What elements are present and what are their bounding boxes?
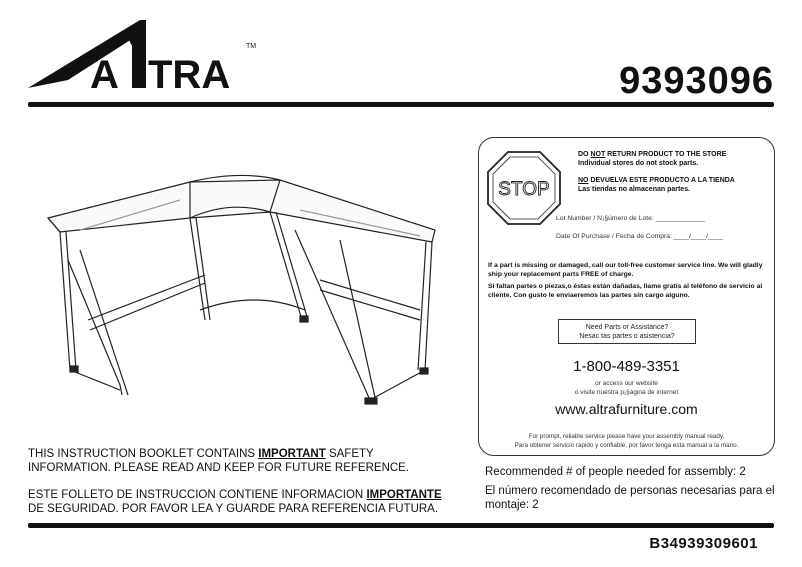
missing-parts-notice-es: Si faltan partes o piezas,o éstas están dañadas, llame gratis al teléfono de servicio al cliente. Con gusto le enviaeremos las partes sin cargo alguno. <box>488 283 763 299</box>
do-not-return-notice-en: DO NOT RETURN PRODUCT TO THE STORE Individual stores do not stock parts. <box>578 151 727 167</box>
altra-logo <box>28 20 268 90</box>
bottom-divider <box>28 523 774 528</box>
stop-sign-icon <box>486 150 562 226</box>
top-divider <box>28 102 774 107</box>
corner-desk-illustration <box>40 170 470 415</box>
trademark-mark: TM <box>246 43 257 50</box>
do-not-return-notice-es: NO DEVUELVA ESTE PRODUCTO A LA TIENDA Las tiendas no almacenan partes. <box>578 177 735 193</box>
safety-notice-spanish: ESTE FOLLETO DE INSTRUCCION CONTIENE INFORMACION IMPORTANTE DE SEGURIDAD. POR FAVOR LEA Y GUARDE PARA REFERENCIA FUTURA. <box>28 489 442 515</box>
svg-text:A: A <box>90 53 119 90</box>
service-prompt: For prompt, reliable service please have your assembly manual ready. Para obtener servicio rapido y confiable, por favor tenga esta manual a la mano. <box>514 433 739 449</box>
website-url: www.altrafurniture.com <box>555 401 698 417</box>
important-emphasis: IMPORTANT <box>258 448 326 460</box>
website-prompt: or access our website o visite nuestra p¡§ágina de internet <box>574 380 679 396</box>
phone-number: 1-800-489-3351 <box>573 358 680 375</box>
need-parts-box: Need Parts or Assistance? Nesac tas partes o asistencia? <box>558 319 696 344</box>
missing-parts-notice-en: If a part is missing or damaged, call our toll-free customer service line. We will gladly ship your replacement parts FREE of charge. <box>488 262 763 278</box>
people-needed-en: Recommended # of people needed for assembly: 2 <box>485 466 746 478</box>
lot-number-field: Lot Number / N¡§úmero de Lote: _____________ <box>556 215 705 222</box>
barcode-number: B34939309601 <box>649 535 758 552</box>
importante-emphasis: IMPORTANTE <box>366 489 442 501</box>
svg-text:STOP: STOP <box>498 179 550 200</box>
model-number: 9393096 <box>619 60 774 102</box>
safety-notice-english: THIS INSTRUCTION BOOKLET CONTAINS IMPORTANT SAFETY INFORMATION. PLEASE READ AND KEEP FOR FUTURE REFERENCE. <box>28 448 410 474</box>
purchase-date-field: Date Of Purchase / Fecha de Compra: ____/____/____ <box>556 233 724 240</box>
svg-text:TRA: TRA <box>148 53 231 90</box>
people-needed-es: El número recomendado de personas necesarias para el montaje: 2 <box>485 485 775 511</box>
